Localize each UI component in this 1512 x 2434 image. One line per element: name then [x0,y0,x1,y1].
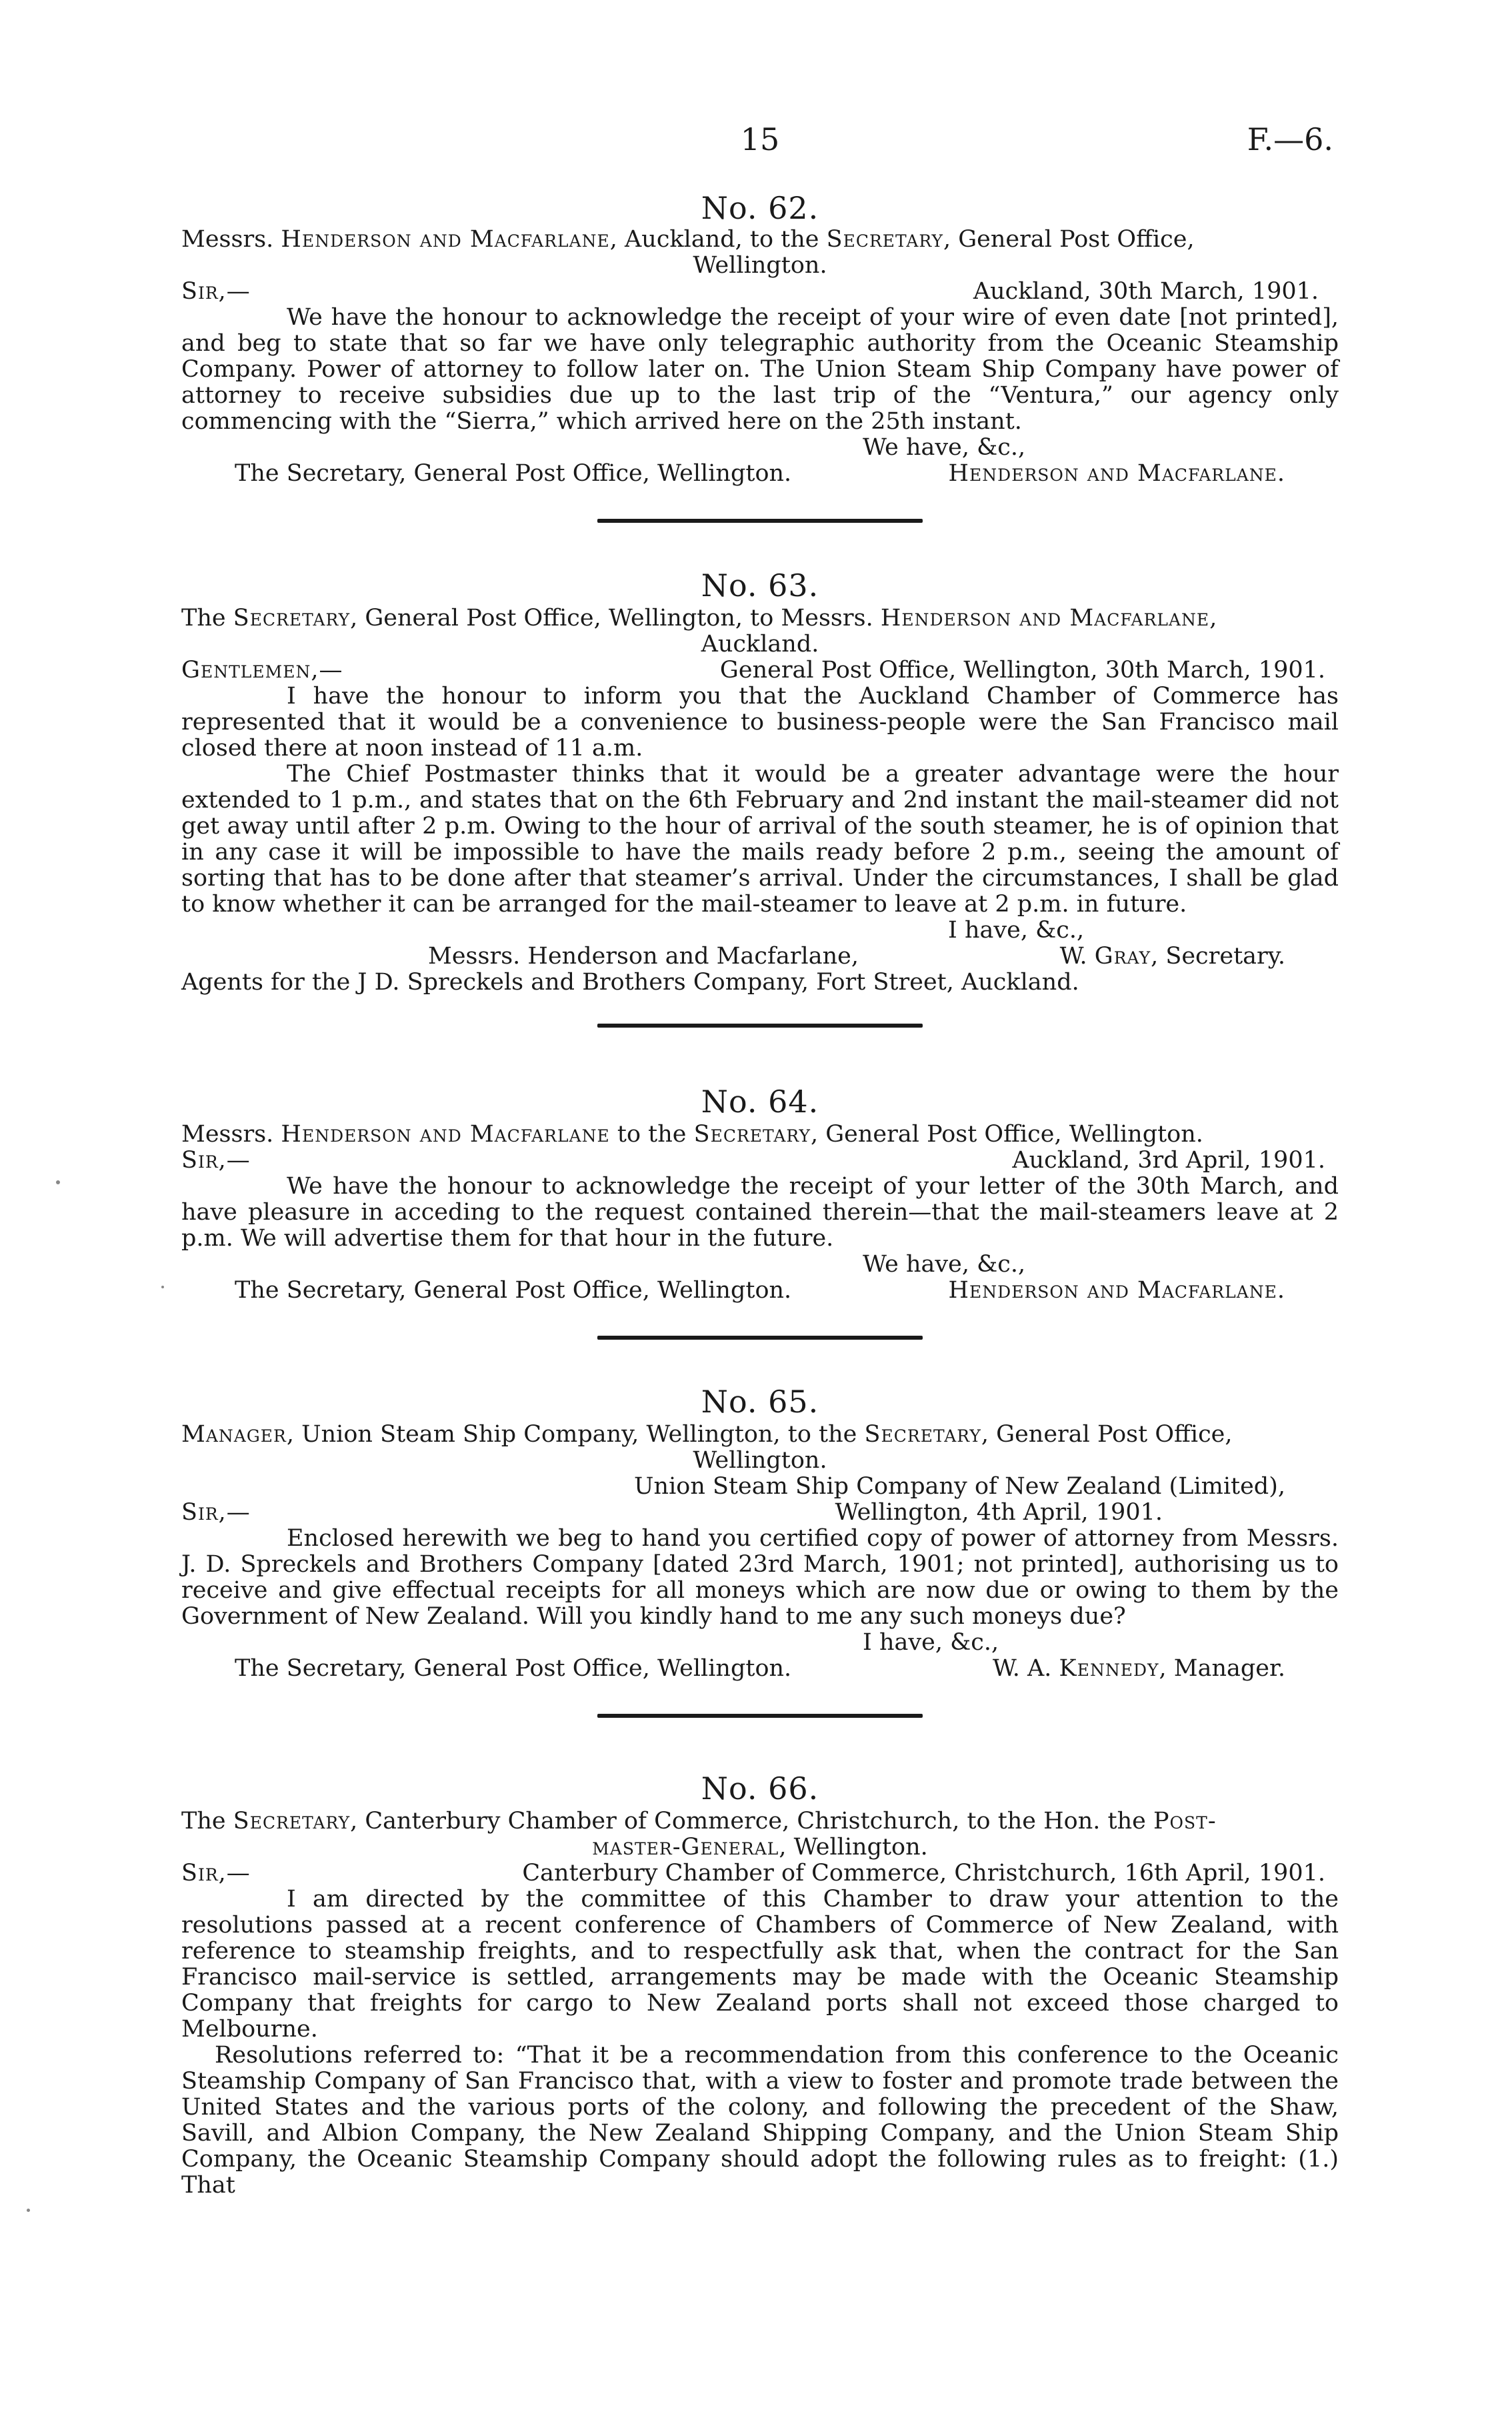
salutation-row [181,279,1339,305]
place-date: Auckland, 30th March, 1901. [973,278,1319,305]
addressee: The Secretary, General Post Office, Wellington. [235,1655,792,1682]
salutation-row [181,658,1339,684]
signature: Henderson and Macfarlane. [948,460,1285,487]
signature-row [181,1278,1339,1304]
place-date: Wellington, 4th April, 1901. [835,1499,1163,1526]
salutation-row [181,1148,1339,1174]
salutation: Sir,— [181,1147,251,1174]
section-divider [597,519,923,523]
letter-number: No. 64. [701,1084,819,1120]
letter-64 [181,1082,1339,1340]
body-paragraph: We have the honour to acknowledge the receipt of your letter of the 30th March, and have pleasure in acceding to the request contained therein—that the mail-steamers leave at 2 p.m. We will advertise them for that hour in the future. [181,1173,1339,1252]
body-paragraph: We have the honour to acknowledge the receipt of your wire of even date [not printed], and beg to state that so far we have only telegraphic authority from the Oceanic Steamship Company. Power of attorney to follow later on. The Union Steam Ship Company have power of attorney to receive subsidies due up to the last trip of the “Ventura,” our agency only commencing with the “Sierra,” which arrived here on the 25th instant. [181,304,1339,435]
body-paragraph: I am directed by the committee of this Chamber to draw your attention to the resolutions passed at a recent conference of Chambers of Commerce of New Zealand, with reference to steamship freights, and to respectfully ask that, when the contract for the San Francisco mail-service is settled, arrangements may be made with the Oceanic Steamship Company that freights for cargo to New Zealand ports shall not exceed those charged to Melbourne. [181,1886,1339,2043]
signature-row [181,944,1339,970]
closing: We have, &c., [863,434,1026,461]
scan-speck [161,1286,164,1288]
signature-row [181,1656,1339,1682]
letter-heading-line2: Wellington. [693,1447,827,1474]
scan-speck [56,1180,60,1184]
section-divider [597,1336,923,1340]
letter-63 [181,565,1339,1028]
closing: I have, &c., [948,917,1085,944]
place-date: Auckland, 3rd April, 1901. [1012,1147,1325,1174]
letter-heading: The Secretary, General Post Office, Wellington, to Messrs. Henderson and Macfarlane, [181,605,1217,632]
section-divider [597,1024,923,1028]
body-paragraph: Enclosed herewith we beg to hand you certified copy of power of attorney from Messrs. J. D. Spreckels and Brothers Company [dated 23rd March, 1901; not printed], authorising us to receive and give effectual receipts for all moneys which are now due or owing to them by the Government of New Zealand. Will you kindly hand to me any such moneys due? [181,1525,1339,1630]
salutation: Gentlemen,— [181,657,343,684]
letter-heading-line2: Wellington. [693,252,827,279]
scan-speck [27,2209,30,2212]
letter-heading-line2: Auckland. [701,631,819,658]
letter-65 [181,1382,1339,1718]
letter-heading: Messrs. Henderson and Macfarlane to the Secretary, General Post Office, Wellington. [181,1121,1203,1148]
salutation: Sir,— [181,1499,251,1526]
signature: W. Gray, Secretary. [1059,943,1285,970]
closing: We have, &c., [863,1251,1026,1278]
letter-number: No. 62. [701,190,819,226]
section-divider [597,1714,923,1718]
salutation: Sir,— [181,278,251,305]
place-date: General Post Office, Wellington, 30th March, 1901. [719,657,1325,684]
letter-heading: Messrs. Henderson and Macfarlane, Auckland, to the Secretary, General Post Office, [181,226,1195,253]
addressee: Messrs. Henderson and Macfarlane, [428,943,859,970]
addressee: The Secretary, General Post Office, Wellington. [235,460,792,487]
place-line1: Union Steam Ship Company of New Zealand (Limited), [634,1473,1285,1500]
signature: Henderson and Macfarlane. [948,1277,1285,1304]
letter-number: No. 66. [701,1770,819,1806]
page-number: 15 [740,121,780,157]
letter-heading: The Secretary, Canterbury Chamber of Commerce, Christchurch, to the Hon. the Post- [181,1808,1217,1835]
letter-heading-line2: master-General, Wellington. [592,1834,928,1861]
addressee: The Secretary, General Post Office, Wellington. [235,1277,792,1304]
body-paragraph: I have the honour to inform you that the Auckland Chamber of Commerce has represented that it would be a convenience to business-people were the San Francisco mail closed there at noon instead of 11 a.m. [181,683,1339,762]
letter-number: No. 63. [701,567,819,603]
body-paragraph: The Chief Postmaster thinks that it would be a greater advantage were the hour extended to 1 p.m., and states that on the 6th February and 2nd instant the mail-steamer did not get away until after 2 p.m. Owing to the hour of arrival of the south steamer, he is of opinion that in any case it will be impossible to have the mails ready before 2 p.m., seeing the amount of sorting that has to be done after that steamer’s arrival. Under the circumstances, I shall be glad to know whether it can be arranged for the mail-steamer to leave at 2 p.m. in future. [181,761,1339,918]
letter-heading: Manager, Union Steam Ship Company, Wellington, to the Secretary, General Post Office, [181,1421,1233,1448]
body-paragraph: Resolutions referred to: “That it be a recommendation from this conference to the Oceanic Steamship Company of San Francisco that, with a view to foster and promote trade between the United States and the various ports of the colony, and following the precedent of the Shaw, Savill, and Albion Company, the New Zealand Shipping Company, and the Union Steam Ship Company, the Oceanic Steamship Company should adopt the following rules as to freight: (1.) That [181,2042,1339,2199]
signature-row [181,461,1339,487]
signature: W. A. Kennedy, Manager. [992,1655,1285,1682]
salutation-row [181,1500,1339,1526]
salutation: Sir,— [181,1860,251,1887]
salutation-row [181,1861,1339,1887]
letter-62 [181,188,1339,523]
addressee-line2: Agents for the J D. Spreckels and Brothers Company, Fort Street, Auckland. [181,969,1079,996]
place-date: Canterbury Chamber of Commerce, Christchurch, 16th April, 1901. [522,1860,1325,1887]
letter-66 [181,1768,1339,2199]
closing: I have, &c., [863,1629,999,1656]
letter-number: No. 65. [701,1384,819,1420]
page-reference: F.—6. [1247,121,1333,157]
